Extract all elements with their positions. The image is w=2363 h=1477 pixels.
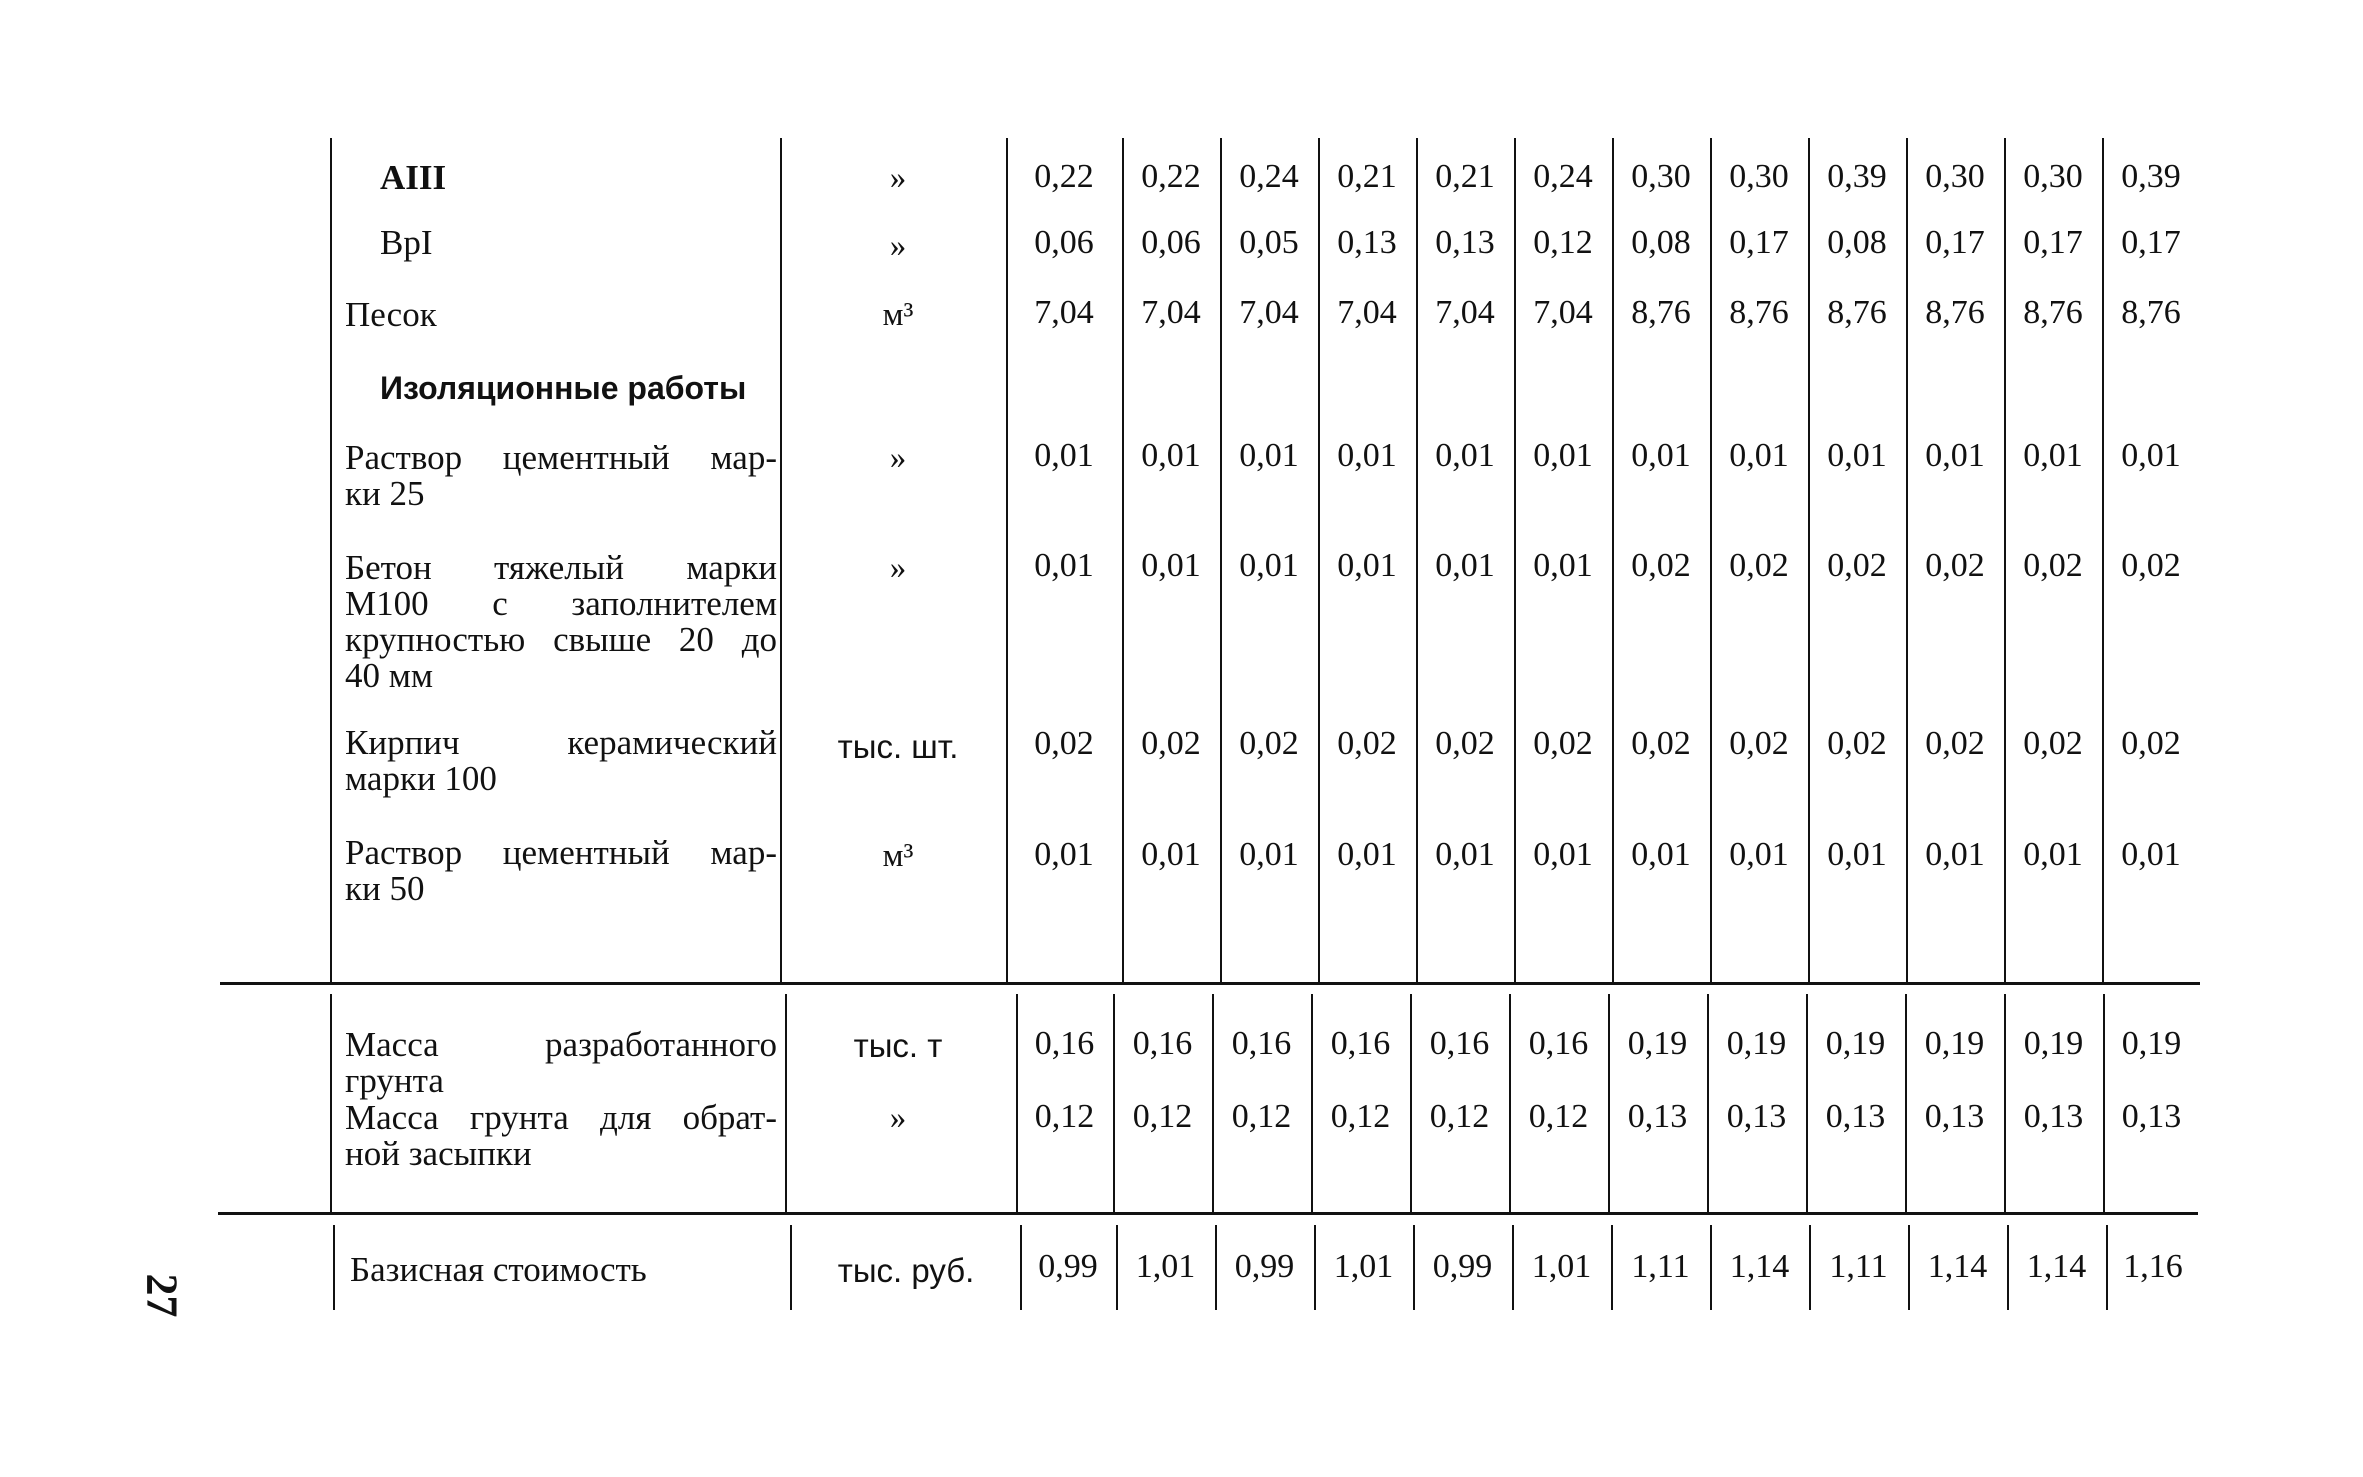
separator-2 xyxy=(218,1212,2198,1215)
value-cell: 0,02 xyxy=(1239,725,1299,762)
value-cell: 0,01 xyxy=(2121,836,2181,873)
value-cell: 0,16 xyxy=(1231,1025,1292,1062)
value-cell: 0,01 xyxy=(2023,437,2083,474)
value-cell: 0,22 xyxy=(1034,158,1094,195)
value-cell: 0,01 xyxy=(1239,547,1299,584)
value-cell: 0,39 xyxy=(1827,158,1887,195)
row-name-massa-razrab: Масса разработанного грунта xyxy=(345,1025,777,1100)
value-cell: 0,30 xyxy=(1925,158,1985,195)
value-cell: 0,22 xyxy=(1141,158,1201,195)
value-cell: 0,01 xyxy=(1631,437,1691,474)
value-cell: 0,01 xyxy=(1141,437,1201,474)
value-cell: 0,02 xyxy=(1631,547,1691,584)
value-cell: 0,01 xyxy=(1729,836,1789,873)
value-cell: 0,30 xyxy=(1729,158,1789,195)
value-cell: 0,02 xyxy=(2121,725,2181,762)
value-cell: 0,01 xyxy=(1435,547,1495,584)
value-cell: 0,19 xyxy=(1627,1025,1688,1062)
value-cell: 0,19 xyxy=(2121,1025,2182,1062)
value-cell: 0,02 xyxy=(1729,725,1789,762)
value-cell: 0,12 xyxy=(1034,1098,1095,1135)
row-unit: тыс. руб. xyxy=(837,1252,975,1289)
value-cell: 8,76 xyxy=(1631,294,1691,331)
value-cell: 0,12 xyxy=(1330,1098,1391,1135)
value-cell: 0,02 xyxy=(2121,547,2181,584)
value-cell: 0,02 xyxy=(1925,725,1985,762)
value-cell: 0,12 xyxy=(1429,1098,1490,1135)
row-unit: » xyxy=(889,160,907,196)
value-cell: 0,01 xyxy=(1827,437,1887,474)
row-unit: » xyxy=(889,550,907,586)
value-cell: 0,01 xyxy=(1034,836,1094,873)
row-name-pesok: Песок xyxy=(345,295,437,334)
value-cell: 0,19 xyxy=(1726,1025,1787,1062)
value-cell: 0,01 xyxy=(1729,437,1789,474)
value-cell: 0,08 xyxy=(1631,224,1691,261)
column-rule xyxy=(330,138,332,982)
value-cell: 0,01 xyxy=(1925,437,1985,474)
value-cell: 0,01 xyxy=(1141,547,1201,584)
value-cell: 0,16 xyxy=(1132,1025,1193,1062)
value-cell: 0,01 xyxy=(1533,836,1593,873)
value-cell: 0,16 xyxy=(1330,1025,1391,1062)
value-cell: 0,19 xyxy=(1825,1025,1886,1062)
value-cell: 0,01 xyxy=(1239,437,1299,474)
value-cell: 0,24 xyxy=(1533,158,1593,195)
value-cell: 0,17 xyxy=(1729,224,1789,261)
value-cell: 0,02 xyxy=(1827,725,1887,762)
value-cell: 0,01 xyxy=(1827,836,1887,873)
value-cell: 0,01 xyxy=(1034,437,1094,474)
value-cell: 1,11 xyxy=(1631,1248,1690,1285)
value-cell: 0,17 xyxy=(2121,224,2181,261)
value-cell: 0,01 xyxy=(1337,547,1397,584)
row-unit: » xyxy=(889,1100,907,1136)
row-name-massa-zasypki: Масса грунта для обрат- ной засыпки xyxy=(345,1098,777,1173)
column-rule xyxy=(333,1225,335,1310)
value-cell: 7,04 xyxy=(1034,294,1094,331)
value-cell: 0,06 xyxy=(1034,224,1094,261)
value-cell: 0,02 xyxy=(1435,725,1495,762)
row-name-aiii: AIII xyxy=(380,158,447,197)
row-name-rastvor-50: Раствор цементный мар- ки 50 xyxy=(345,833,777,908)
value-cell: 0,02 xyxy=(2023,725,2083,762)
value-cell: 0,02 xyxy=(1034,725,1094,762)
value-cell: 1,11 xyxy=(1829,1248,1888,1285)
value-cell: 0,19 xyxy=(2023,1025,2084,1062)
value-cell: 0,01 xyxy=(2121,437,2181,474)
value-cell: 0,02 xyxy=(1533,725,1593,762)
value-cell: 0,17 xyxy=(2023,224,2083,261)
row-unit: » xyxy=(889,228,907,264)
row-name-rastvor-25: Раствор цементный мар- ки 25 xyxy=(345,438,777,513)
value-cell: 1,01 xyxy=(1135,1248,1196,1285)
column-rule xyxy=(790,1225,792,1310)
value-cell: 0,01 xyxy=(1435,437,1495,474)
value-cell: 0,12 xyxy=(1231,1098,1292,1135)
value-cell: 0,02 xyxy=(1827,547,1887,584)
value-cell: 0,13 xyxy=(1825,1098,1886,1135)
value-cell: 0,16 xyxy=(1034,1025,1095,1062)
value-cell: 8,76 xyxy=(1827,294,1887,331)
value-cell: 0,02 xyxy=(1729,547,1789,584)
value-cell: 0,02 xyxy=(1631,725,1691,762)
row-name-beton: Бетон тяжелый марки М100 с заполнителем крупностью свыше 20 до 40 мм xyxy=(345,548,777,695)
value-cell: 0,01 xyxy=(1631,836,1691,873)
value-cell: 0,13 xyxy=(1627,1098,1688,1135)
value-cell: 7,04 xyxy=(1533,294,1593,331)
value-cell: 0,99 xyxy=(1038,1248,1098,1285)
value-cell: 0,01 xyxy=(1034,547,1094,584)
row-name-bazisnaya: Базисная стоимость xyxy=(350,1250,647,1289)
value-cell: 0,05 xyxy=(1239,224,1299,261)
value-cell: 8,76 xyxy=(1925,294,1985,331)
value-cell: 0,13 xyxy=(1337,224,1397,261)
column-rule xyxy=(330,994,332,1212)
value-cell: 0,06 xyxy=(1141,224,1201,261)
value-cell: 1,14 xyxy=(1729,1248,1790,1285)
value-cell: 0,01 xyxy=(1533,437,1593,474)
row-unit: » xyxy=(889,440,907,476)
value-cell: 0,01 xyxy=(1925,836,1985,873)
value-cell: 0,24 xyxy=(1239,158,1299,195)
row-unit: м³ xyxy=(882,838,914,874)
value-cell: 0,12 xyxy=(1533,224,1593,261)
value-cell: 0,01 xyxy=(1337,836,1397,873)
value-cell: 8,76 xyxy=(2023,294,2083,331)
value-cell: 0,08 xyxy=(1827,224,1887,261)
value-cell: 0,02 xyxy=(1925,547,1985,584)
row-unit: м³ xyxy=(882,297,914,333)
value-cell: 0,01 xyxy=(1141,836,1201,873)
value-cell: 7,04 xyxy=(1435,294,1495,331)
value-cell: 8,76 xyxy=(2121,294,2181,331)
value-cell: 1,14 xyxy=(1927,1248,1988,1285)
value-cell: 0,13 xyxy=(2023,1098,2084,1135)
value-cell: 0,39 xyxy=(2121,158,2181,195)
value-cell: 0,16 xyxy=(1528,1025,1589,1062)
value-cell: 0,13 xyxy=(1435,224,1495,261)
value-cell: 0,21 xyxy=(1337,158,1397,195)
value-cell: 0,21 xyxy=(1435,158,1495,195)
row-unit: тыс. шт. xyxy=(837,728,959,765)
value-cell: 0,99 xyxy=(1432,1248,1493,1285)
page-number: 27 xyxy=(137,1273,187,1318)
separator-1 xyxy=(220,982,2200,985)
row-name-kirpich: Кирпич керамический марки 100 xyxy=(345,723,777,798)
value-cell: 0,12 xyxy=(1528,1098,1589,1135)
value-cell: 7,04 xyxy=(1337,294,1397,331)
value-cell: 1,14 xyxy=(2026,1248,2087,1285)
value-cell: 0,01 xyxy=(1435,836,1495,873)
value-cell: 0,99 xyxy=(1234,1248,1295,1285)
column-rule xyxy=(780,138,782,982)
value-cell: 0,01 xyxy=(2023,836,2083,873)
value-cell: 0,16 xyxy=(1429,1025,1490,1062)
value-cell: 0,02 xyxy=(1141,725,1201,762)
value-cell: 7,04 xyxy=(1239,294,1299,331)
value-cell: 0,13 xyxy=(2121,1098,2182,1135)
value-cell: 8,76 xyxy=(1729,294,1789,331)
value-cell: 0,12 xyxy=(1132,1098,1193,1135)
value-cell: 0,17 xyxy=(1925,224,1985,261)
value-cell: 0,13 xyxy=(1726,1098,1787,1135)
value-cell: 1,01 xyxy=(1333,1248,1394,1285)
value-cell: 0,01 xyxy=(1533,547,1593,584)
value-cell: 0,30 xyxy=(2023,158,2083,195)
section-heading: Изоляционные работы xyxy=(380,370,747,406)
value-cell: 0,19 xyxy=(1924,1025,1985,1062)
value-cell: 0,30 xyxy=(1631,158,1691,195)
value-cell: 0,02 xyxy=(2023,547,2083,584)
row-unit: тыс. т xyxy=(853,1027,943,1064)
value-cell: 0,01 xyxy=(1239,836,1299,873)
value-cell: 1,01 xyxy=(1531,1248,1592,1285)
value-cell: 1,16 xyxy=(2123,1248,2183,1285)
value-cell: 7,04 xyxy=(1141,294,1201,331)
value-cell: 0,13 xyxy=(1924,1098,1985,1135)
row-name-bpi: BpI xyxy=(380,223,433,262)
value-cell: 0,01 xyxy=(1337,437,1397,474)
value-cell: 0,02 xyxy=(1337,725,1397,762)
